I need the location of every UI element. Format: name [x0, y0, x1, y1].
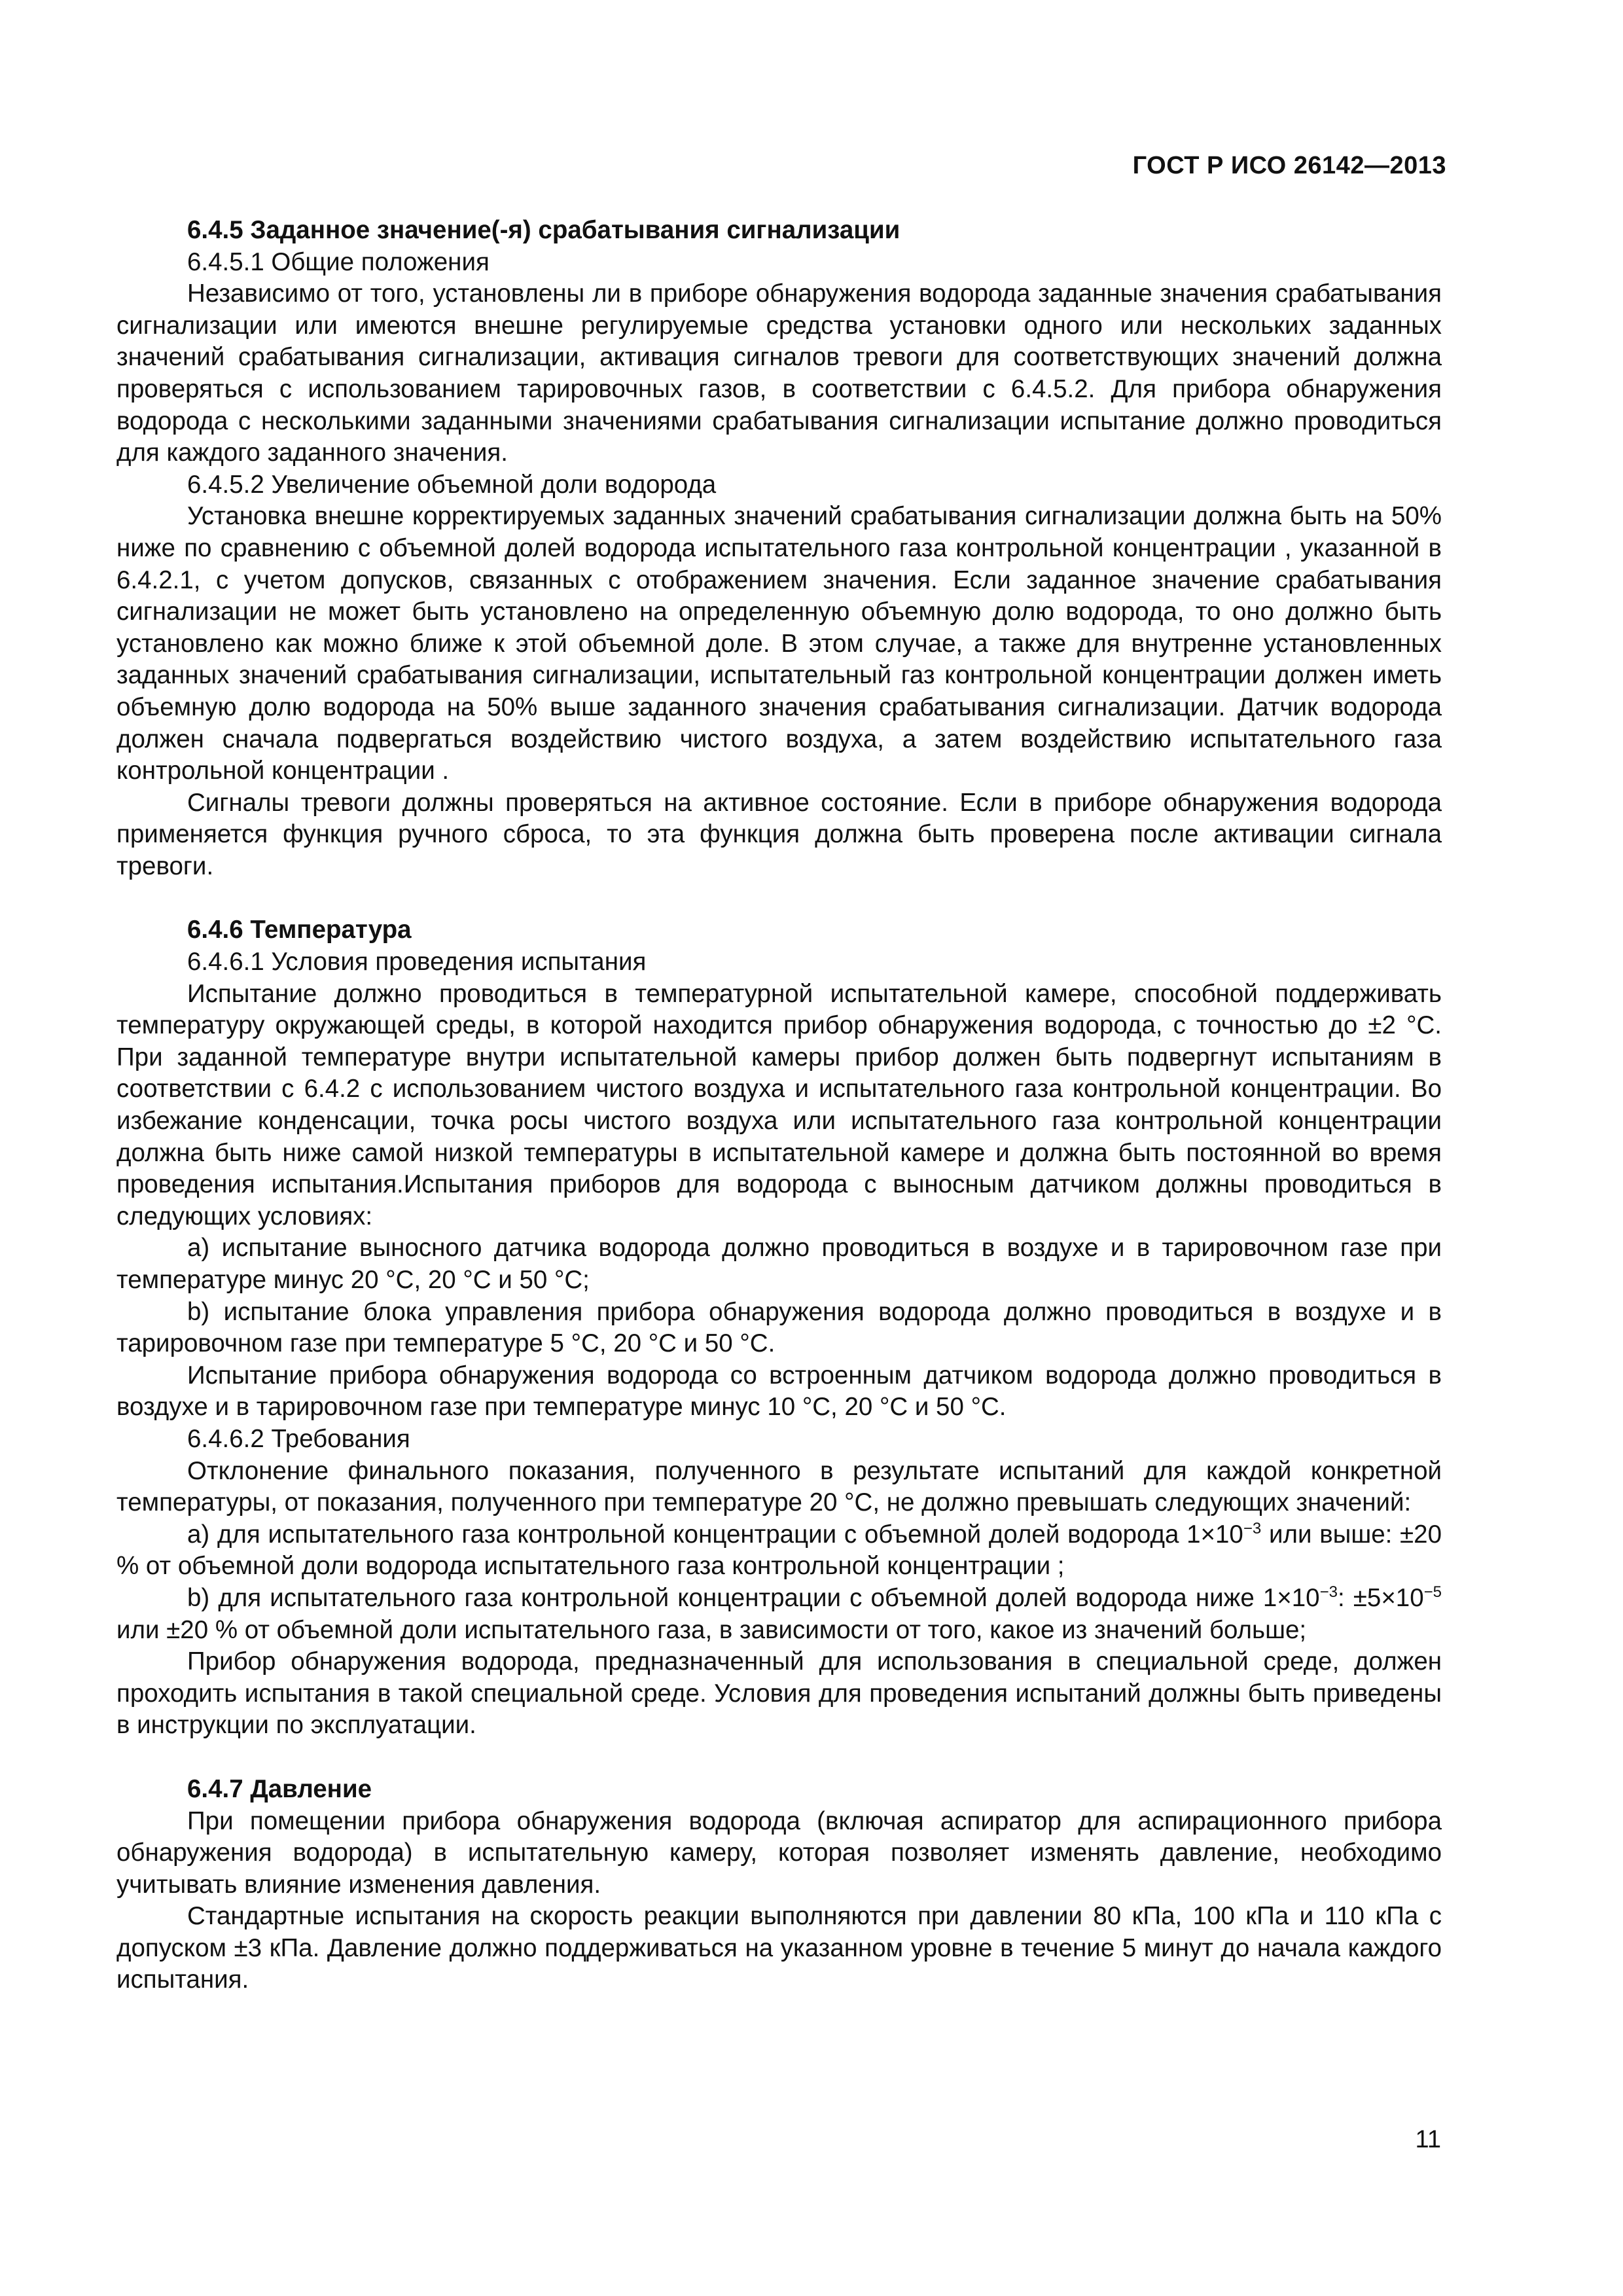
list-item-b: b) испытание блока управления прибора обнаружения водорода должно проводиться в воздухе и в тарировочном газе при температуре 5 °С, 20 °С и 50 °С. — [116, 1297, 1442, 1358]
paragraph: Испытание должно проводиться в температурной испытательной камере, способной поддерживать температуру окружающей среды, в которой находится прибор обнаружения водорода, с точностью до ±2 °С. При заданной температуре внутри испытательной камеры прибор должен быть подвергнут испытаниям в соответствии с 6.4.2 с использованием чистого воздуха и испытательного газа контрольной концентрации. Во избежание конденсации, точка росы чистого воздуха или испытательного газа контрольной концентрации должна быть ниже самой низкой температуры в испытательной камере и должна быть постоянной во время проведения испытания.Испытания приборов для водорода с выносным датчиком должны проводиться в следующих условиях: — [116, 979, 1442, 1230]
section-title-6-4-5: 6.4.5 Заданное значение(-я) срабатывания сигнализации — [187, 216, 901, 244]
paragraph: Стандартные испытания на скорость реакции выполняются при давлении 80 кПа, 100 кПа и 110 кПа с допуском ±3 кПа. Давление должно поддерживаться на указанном уровне в течение 5 минут до начала каждого испытания. — [116, 1902, 1442, 1994]
paragraph: Сигналы тревоги должны проверяться на активное состояние. Если в приборе обнаружения водорода применяется функция ручного сброса, то эта функция должна быть проверена после активации сигнала тревоги. — [116, 788, 1442, 880]
section-title-6-4-6: 6.4.6 Температура — [187, 916, 412, 944]
paragraph: Независимо от того, установлены ли в приборе обнаружения водорода заданные значения срабатывания сигнализации или имеются внешне регулируемые средства установки одного или нескольких заданных значений срабатывания сигнализации, активация сигналов тревоги для соответствующих значений должна проверяться с использованием тарировочных газов, в соответствии с 6.4.5.2. Для прибора обнаружения водорода с несколькими заданными значениями срабатывания сигнализации испытание должно проводиться для каждого заданного значения. — [116, 279, 1442, 467]
subsection-title-6-4-5-2: 6.4.5.2 Увеличение объемной доли водорода — [187, 470, 717, 499]
paragraph: Установка внешне корректируемых заданных значений срабатывания сигнализации должна быть на 50% ниже по сравнению с объемной долей водорода испытательного газа контрольной концентрации , указанной в 6.4.2.1, с учетом допусков, связанных с отображением значения. Если заданное значение срабатывания сигнализации не может быть установлено на определенную объемную долю водорода, то оно должно быть установлено как можно ближе к этой объемной доле. В этом случае, а также для внутренне установленных заданных значений срабатывания сигнализации, испытательный газ контрольной концентрации должен иметь объемную долю водорода на 50% выше заданного значения срабатывания сигнализации. Датчик водорода должен сначала подвергаться воздействию чистого воздуха, а затем воздействию испытательного газа контрольной концентрации . — [116, 502, 1442, 785]
document-code: ГОСТ Р ИСО 26142—2013 — [1132, 152, 1446, 179]
paragraph: Прибор обнаружения водорода, предназначенный для использования в специальной среде, должен проходить испытания в такой специальной среде. Условия для проведения испытаний должны быть приведены в инструкции по эксплуатации. — [116, 1647, 1442, 1740]
requirement-a: а) для испытательного газа контрольной концентрации с объемной долей водорода $1\times 10^{-3}$ или выше: ±20 % от объемной доли водорода испытательного газа контрольной концентрации ; — [116, 1519, 1442, 1581]
requirement-b: b) для испытательного газа контрольной концентрации с объемной долей водорода ниже $1\times 10^{-3}$: $\pm 5\times 10^{-5}$ или ±20 % от объемной доли испытательного газа, в зависимости от того, какое из значений больше; — [116, 1583, 1442, 1644]
list-item-a: а) испытание выносного датчика водорода должно проводиться в воздухе и в тарировочном газе при температуре минус 20 °С, 20 °С и 50 °С; — [116, 1234, 1442, 1294]
paragraph: Отклонение финального показания, полученного в результате испытаний для каждой конкретной температуры, от показания, полученного при температуре 20 °С, не должно превышать следующих значений: — [116, 1456, 1442, 1517]
section-title-6-4-7: 6.4.7 Давление — [187, 1774, 372, 1803]
subsection-title-6-4-6-1: 6.4.6.1 Условия проведения испытания — [187, 948, 647, 977]
subsection-title-6-4-6-2: 6.4.6.2 Требования — [187, 1424, 410, 1453]
subsection-title-6-4-5-1: 6.4.5.1 Общие положения — [187, 247, 490, 276]
page-number: 11 — [1415, 2126, 1441, 2153]
paragraph: Испытание прибора обнаружения водорода со встроенным датчиком водорода должно проводиться в воздухе и в тарировочном газе при температуре минус 10 °С, 20 °С и 50 °С. — [116, 1361, 1442, 1422]
document-body — [116, 215, 1442, 1996]
paragraph: При помещении прибора обнаружения водорода (включая аспиратор для аспирационного прибора обнаружения водорода) в испытательную камеру, которая позволяет изменять давление, необходимо учитывать влияние изменения давления. — [116, 1806, 1442, 1899]
